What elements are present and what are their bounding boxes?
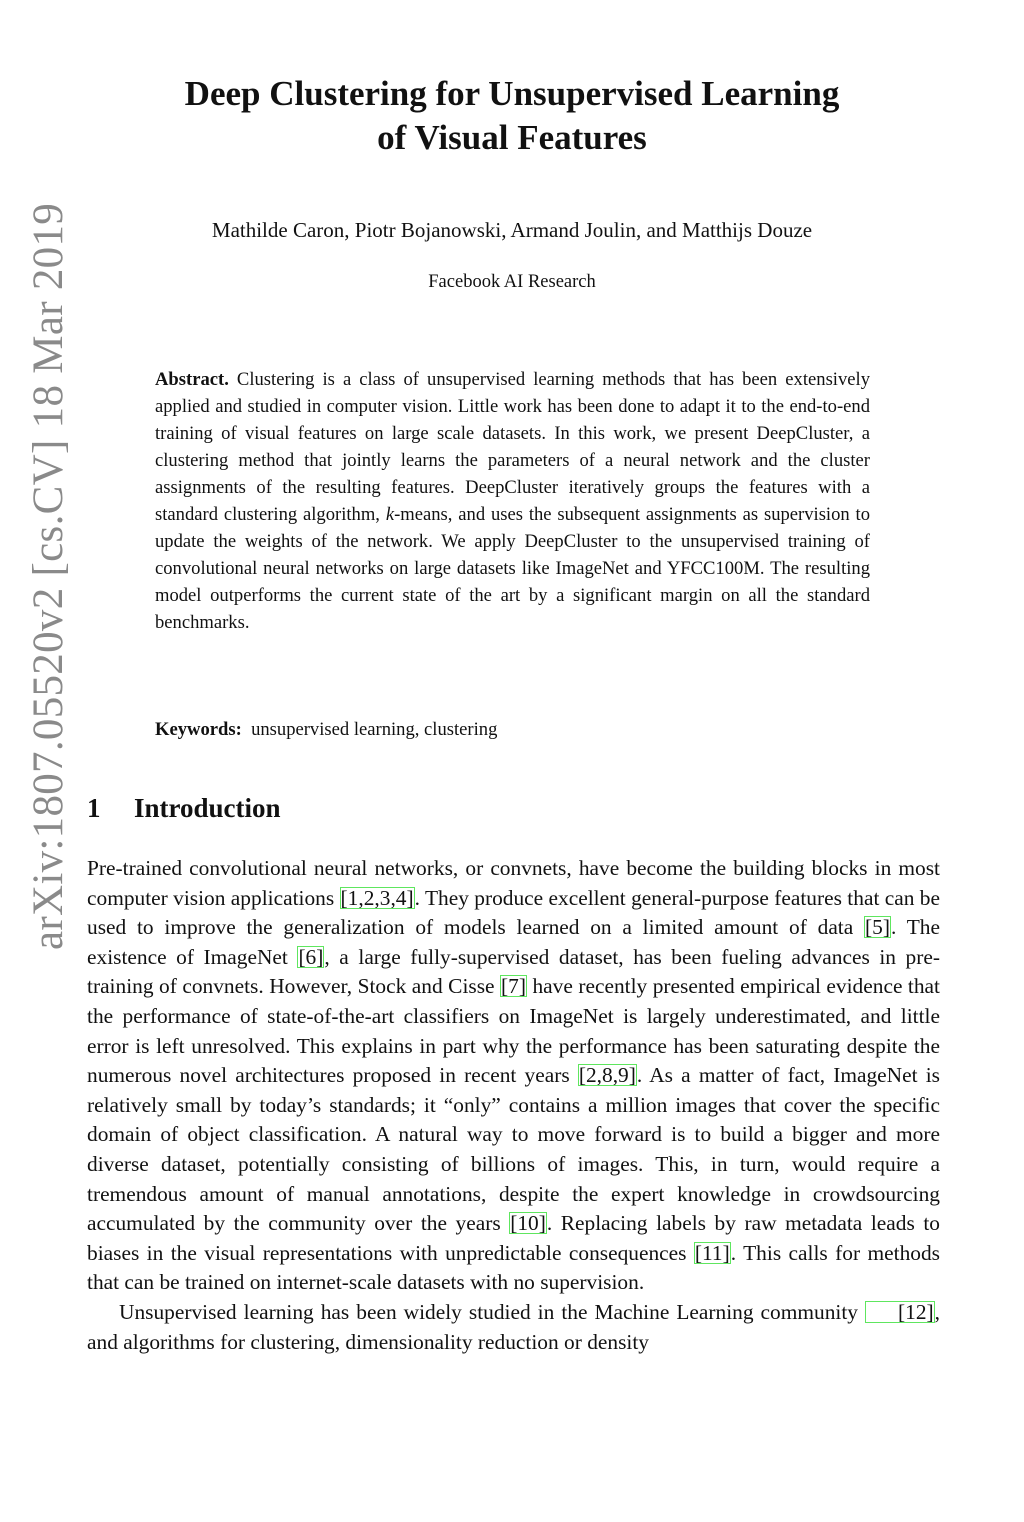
introduction-body bbox=[87, 854, 940, 1357]
paragraph-text: . As a matter of fact, ImageNet is relatively small by today’s standards; it “only” contains a million images that cover the specific domain of object classification. A natural way to move forward is to build a bigger and more diverse dataset, potentially consisting of billions of images. This, in turn, would require a tremendous amount of manual annotations, despite the expert knowledge in crowdsourcing accumulated by the community over the years bbox=[87, 1063, 940, 1236]
citation-link[interactable]: [5] bbox=[865, 915, 890, 940]
paragraph-text: Unsupervised learning has been widely studied in the Machine Learning community bbox=[119, 1299, 865, 1324]
citation-link[interactable]: [7] bbox=[501, 974, 526, 999]
citation-link[interactable]: [2,8,9] bbox=[578, 1063, 636, 1088]
abstract-text-continued: -means, and uses the subsequent assignments as supervision to update the weights of the network. We apply DeepCluster to the unsupervised training of convolutional neural networks on large datasets like ImageNet and YFCC100M. The resulting model outperforms the current state of the art by a significant margin on all the standard benchmarks. bbox=[155, 504, 871, 633]
paragraph-text: , and algorithms for clustering, dimensionality reduction or density bbox=[87, 1299, 940, 1354]
abstract-label: Abstract. bbox=[155, 369, 229, 390]
paragraph-text: . This calls for methods that can be trained on internet-scale datasets with no supervision. bbox=[87, 1240, 940, 1295]
abstract bbox=[155, 366, 870, 636]
author-list: Mathilde Caron, Piotr Bojanowski, Armand Joulin, and Matthijs Douze bbox=[211, 218, 813, 242]
section-title: Introduction bbox=[134, 793, 281, 823]
affiliation: Facebook AI Research bbox=[428, 272, 596, 292]
paragraph-1 bbox=[87, 854, 940, 1298]
abstract-text: Clustering is a class of unsupervised learning methods that has been extensively applied and studied in computer vision. Little work has been done to adapt it to the end-to-end training of visual features on large scale datasets. In this work, we present DeepCluster, a clustering method that jointly learns the parameters of a neural network and the cluster assignments of the resulting features. DeepCluster iteratively groups the features with a standard clustering algorithm, bbox=[155, 369, 870, 525]
keywords-label: Keywords: bbox=[155, 719, 242, 740]
paragraph-2 bbox=[87, 1298, 940, 1357]
citation-link[interactable]: [10] bbox=[510, 1211, 546, 1236]
title-line-2: of Visual Features bbox=[377, 118, 647, 157]
paragraph-text: Pre-trained convolutional neural networks, or convnets, have become the building blocks in most computer vision applications bbox=[87, 856, 940, 910]
paragraph-text: . They produce excellent general-purpose features that can be used to improve the generalization of models learned on a limited amount of data bbox=[87, 885, 940, 940]
keywords bbox=[155, 716, 870, 744]
citation-link[interactable]: [12] bbox=[865, 1301, 935, 1323]
paragraph-text: , a large fully-supervised dataset, has been fueling advances in pre-training of convnets. However, Stock and Cisse bbox=[87, 944, 940, 999]
citation-link[interactable]: [11] bbox=[694, 1240, 730, 1265]
arxiv-identifier-stamp: arXiv:1807.05520v2 [cs.CV] 18 Mar 2019 bbox=[25, 202, 72, 950]
citation-link[interactable]: [6] bbox=[298, 944, 324, 969]
title-line-1: Deep Clustering for Unsupervised Learning bbox=[184, 74, 840, 113]
paragraph-text: have recently presented empirical evidence that the performance of state-of-the-art classifiers on ImageNet is largely underestimated, and little error is left unresolved. This explains in part why the performance has been saturating despite the numerous novel architectures proposed in recent years bbox=[87, 974, 940, 1088]
keywords-text: unsupervised learning, clustering bbox=[251, 719, 498, 740]
abstract-k-variable: k bbox=[385, 504, 395, 525]
section-heading-introduction bbox=[87, 790, 281, 826]
citation-link[interactable]: [1,2,3,4] bbox=[340, 885, 414, 910]
paper-title bbox=[100, 72, 924, 160]
paragraph-text: . The existence of ImageNet bbox=[87, 915, 940, 969]
section-number: 1 bbox=[87, 793, 101, 823]
paragraph-text: . Replacing labels by raw metadata leads to biases in the visual representations with unpredictable consequences bbox=[87, 1211, 940, 1265]
